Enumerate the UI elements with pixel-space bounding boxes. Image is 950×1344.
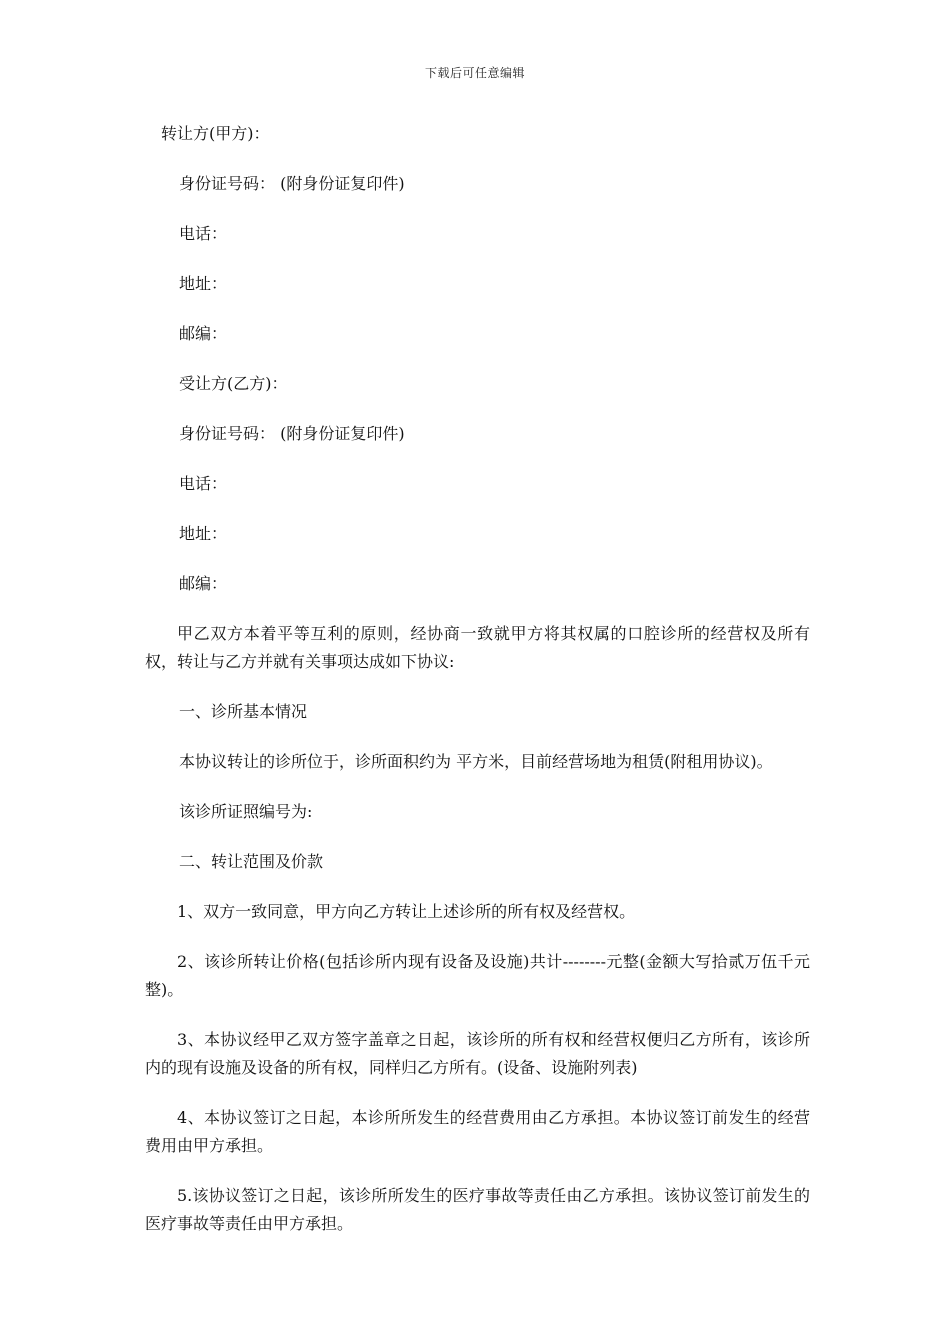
transferee-postcode: 邮编： (179, 574, 228, 593)
transferee-id-number: 身份证号码： (附身份证复印件) (179, 424, 405, 443)
section2-item-3: 3、本协议经甲乙双方签字盖章之日起，该诊所的所有权和经营权便归乙方所有，该诊所内的现有设施及设备的所有权，同样归乙方所有。(设备、设施附列表) (145, 1030, 810, 1077)
section2-item-5: 5.该协议签订之日起，该诊所所发生的医疗事故等责任由乙方承担。该协议签订前发生的医疗事故等责任由甲方承担。 (145, 1186, 810, 1233)
section2-item-1: 1、双方一致同意，甲方向乙方转让上述诊所的所有权及经营权。 (177, 902, 636, 921)
transferor-id-number: 身份证号码： (附身份证复印件) (179, 174, 405, 193)
transferor-title: 转让方(甲方)： (161, 124, 270, 143)
header-note: 下载后可任意编辑 (424, 66, 525, 80)
section2-item-4: 4、本协议签订之日起，本诊所所发生的经营费用由乙方承担。本协议签订前发生的经营费用由甲方承担。 (145, 1108, 810, 1155)
transferee-phone: 电话： (179, 474, 228, 493)
transferee-address: 地址： (179, 524, 228, 543)
section1-heading: 一、诊所基本情况 (179, 702, 308, 721)
transferor-address: 地址： (179, 274, 228, 293)
section2-heading: 二、转让范围及价款 (179, 852, 324, 871)
document-body (145, 120, 810, 1238)
section1-license-paragraph: 该诊所证照编号为: (179, 802, 313, 821)
transferee-title: 受让方(乙方)： (179, 374, 288, 393)
section1-location-paragraph: 本协议转让的诊所位于，诊所面积约为 平方米，目前经营场地为租赁(附租用协议)。 (179, 752, 773, 771)
preamble-paragraph: 甲乙双方本着平等互利的原则，经协商一致就甲方将其权属的口腔诊所的经营权及所有权，转让与乙方并就有关事项达成如下协议: (145, 624, 810, 671)
transferor-postcode: 邮编： (179, 324, 228, 343)
transferor-phone: 电话： (179, 224, 228, 243)
section2-item-2: 2、该诊所转让价格(包括诊所内现有设备及设施)共计--------元整(金额大写拾贰万伍千元整)。 (145, 952, 810, 999)
